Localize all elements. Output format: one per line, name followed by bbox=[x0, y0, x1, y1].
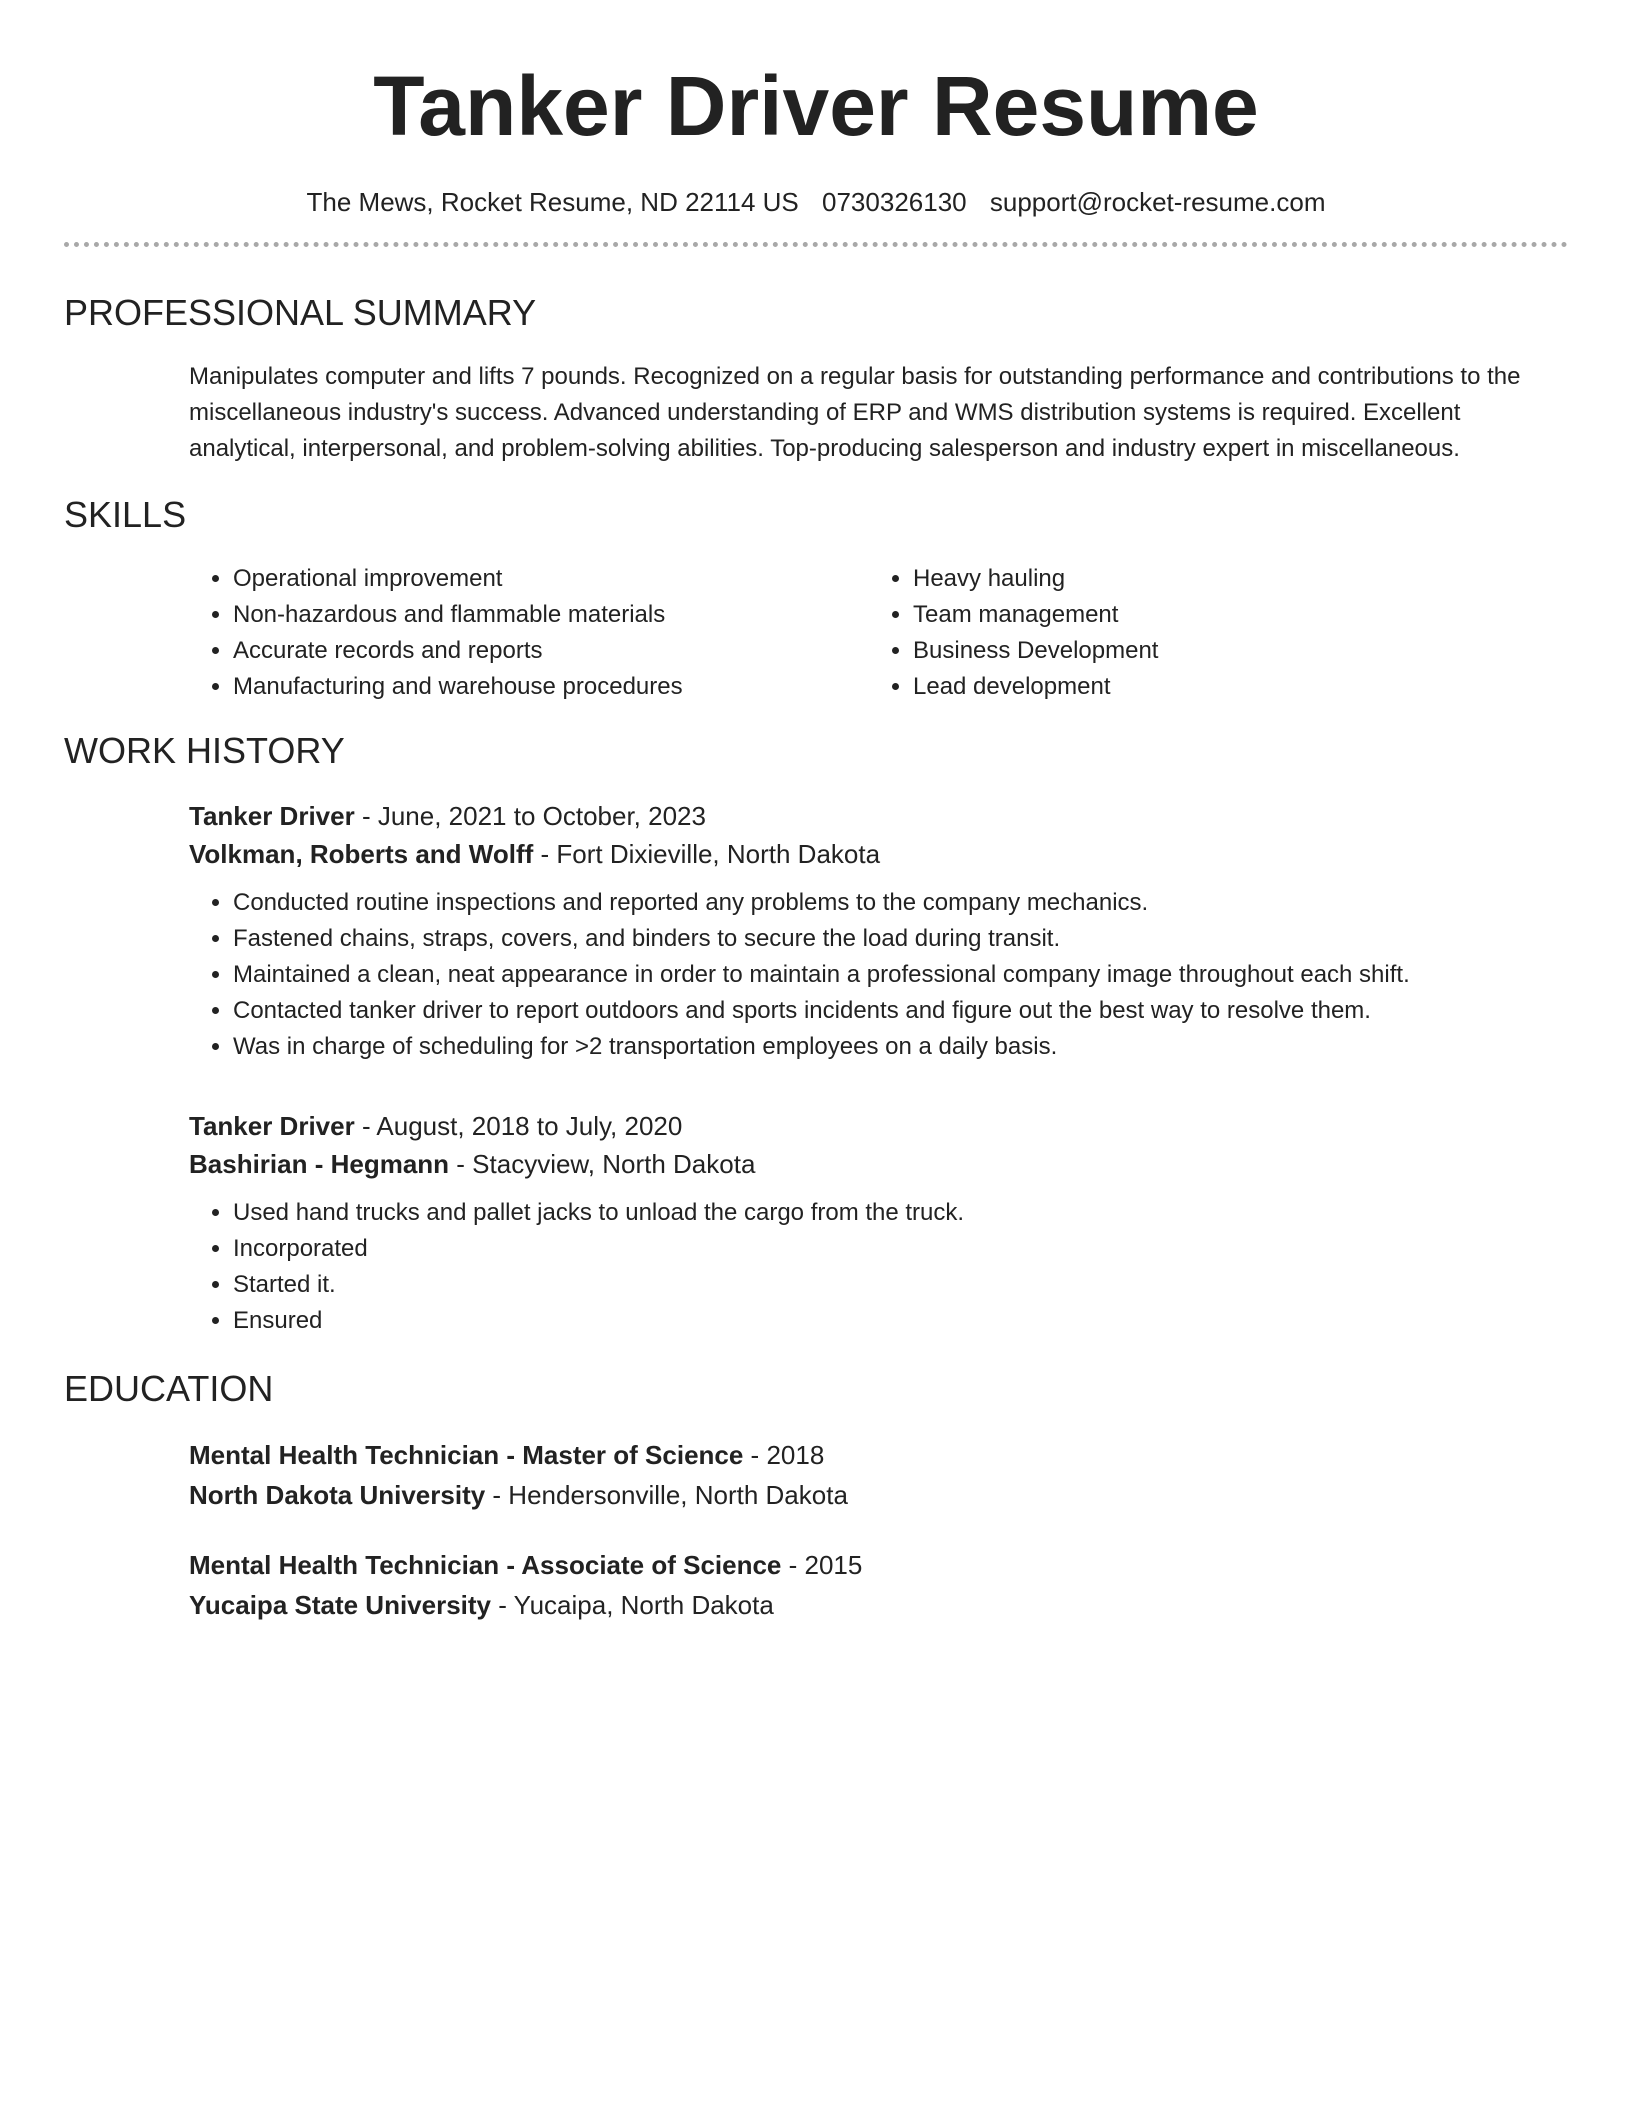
contact-address: The Mews, Rocket Resume, ND 22114 US bbox=[306, 187, 799, 217]
job-bullet: • Fastened chains, straps, covers, and binders to secure the load during transit. bbox=[233, 921, 1568, 957]
education-heading: EDUCATION bbox=[64, 1368, 274, 1409]
job-bullet: • Contacted tanker driver to report outdoors and sports incidents and figure out the best way to resolve them. bbox=[233, 993, 1568, 1029]
job-role: Tanker Driver bbox=[189, 1111, 355, 1141]
job-bullet: • Started it. bbox=[233, 1267, 1568, 1303]
education-degree: Mental Health Technician - Master of Science bbox=[189, 1440, 744, 1470]
skill-item: • Business Development bbox=[913, 633, 1549, 669]
job-company: Volkman, Roberts and Wolff bbox=[189, 839, 534, 869]
education-degree: Mental Health Technician - Associate of Science bbox=[189, 1550, 782, 1580]
skill-item: • Lead development bbox=[913, 669, 1549, 705]
skill-item: • Manufacturing and warehouse procedures bbox=[233, 669, 869, 705]
education-degree-line: Mental Health Technician - Master of Science - 2018 bbox=[189, 1440, 825, 1470]
skill-item: • Accurate records and reports bbox=[233, 633, 869, 669]
contact-phone: 0730326130 bbox=[822, 187, 967, 217]
skills-list-left bbox=[189, 561, 869, 705]
job-bullet: • Incorporated bbox=[233, 1231, 1568, 1267]
education-school-line: Yucaipa State University - Yucaipa, North Dakota bbox=[189, 1590, 774, 1620]
job-bullet: • Conducted routine inspections and reported any problems to the company mechanics. bbox=[233, 885, 1568, 921]
skill-item: • Operational improvement bbox=[233, 561, 869, 597]
skills-section bbox=[64, 561, 1568, 705]
education-school: North Dakota University bbox=[189, 1480, 486, 1510]
education-degree-line: Mental Health Technician - Associate of Science - 2015 bbox=[189, 1550, 863, 1580]
contact-email: support@rocket-resume.com bbox=[989, 187, 1326, 217]
summary-heading: PROFESSIONAL SUMMARY bbox=[64, 292, 537, 333]
education-location: Yucaipa, North Dakota bbox=[513, 1590, 774, 1620]
skills-grid bbox=[189, 561, 1568, 705]
skill-item: • Team management bbox=[913, 597, 1549, 633]
header-divider bbox=[64, 242, 1568, 247]
job-bullet: • Was in charge of scheduling for >2 transportation employees on a daily basis. bbox=[233, 1029, 1568, 1065]
education-location: Hendersonville, North Dakota bbox=[508, 1480, 848, 1510]
job-role: Tanker Driver bbox=[189, 801, 355, 831]
education-year: 2018 bbox=[766, 1440, 825, 1470]
summary-section bbox=[64, 359, 1568, 467]
job-bullet: • Used hand trucks and pallet jacks to unload the cargo from the truck. bbox=[233, 1195, 1568, 1231]
work-history-section bbox=[64, 797, 1568, 1339]
job-dates: June, 2021 to October, 2023 bbox=[377, 801, 706, 831]
work-history-heading: WORK HISTORY bbox=[64, 730, 345, 771]
job-company-line: Bashirian - Hegmann - Stacyview, North Dakota bbox=[189, 1149, 756, 1179]
skills-column-right bbox=[869, 561, 1549, 705]
job-bullet: • Ensured bbox=[233, 1303, 1568, 1339]
skills-heading: SKILLS bbox=[64, 494, 187, 535]
contact-line bbox=[64, 186, 1568, 218]
job-bullets bbox=[189, 1195, 1568, 1339]
job-title-line: Tanker Driver - June, 2021 to October, 2023 bbox=[189, 801, 706, 831]
job-location: Fort Dixieville, North Dakota bbox=[556, 839, 881, 869]
education-school-line: North Dakota University - Hendersonville, North Dakota bbox=[189, 1480, 848, 1510]
job-location: Stacyview, North Dakota bbox=[472, 1149, 756, 1179]
skills-column-left bbox=[189, 561, 869, 705]
job-dates: August, 2018 to July, 2020 bbox=[376, 1111, 683, 1141]
job-company-line: Volkman, Roberts and Wolff - Fort Dixieville, North Dakota bbox=[189, 839, 881, 869]
summary-text: Manipulates computer and lifts 7 pounds. Recognized on a regular basis for outstanding performance and contributions to the miscellaneous industry's success. Advanced understanding of ERP and WMS distribution systems is required. Excellent analytical, interpersonal, and problem-solving abilities. Top-producing salesperson and industry expert in miscellaneous. bbox=[189, 363, 1521, 462]
skills-list-right bbox=[869, 561, 1549, 705]
education-school: Yucaipa State University bbox=[189, 1590, 492, 1620]
education-year: 2015 bbox=[804, 1550, 863, 1580]
skill-item: • Heavy hauling bbox=[913, 561, 1549, 597]
job-bullets bbox=[189, 885, 1568, 1065]
education-entry bbox=[189, 1545, 1568, 1625]
education-section bbox=[64, 1435, 1568, 1625]
education-entry bbox=[189, 1435, 1568, 1515]
job-company: Bashirian - Hegmann bbox=[189, 1149, 450, 1179]
job-bullet: • Maintained a clean, neat appearance in order to maintain a professional company image throughout each shift. bbox=[233, 957, 1568, 993]
job-entry bbox=[189, 1107, 1568, 1339]
job-entry bbox=[189, 797, 1568, 1065]
job-title-line: Tanker Driver - August, 2018 to July, 2020 bbox=[189, 1111, 683, 1141]
skill-item: • Non-hazardous and flammable materials bbox=[233, 597, 869, 633]
resume-name: Tanker Driver Resume bbox=[373, 59, 1259, 153]
